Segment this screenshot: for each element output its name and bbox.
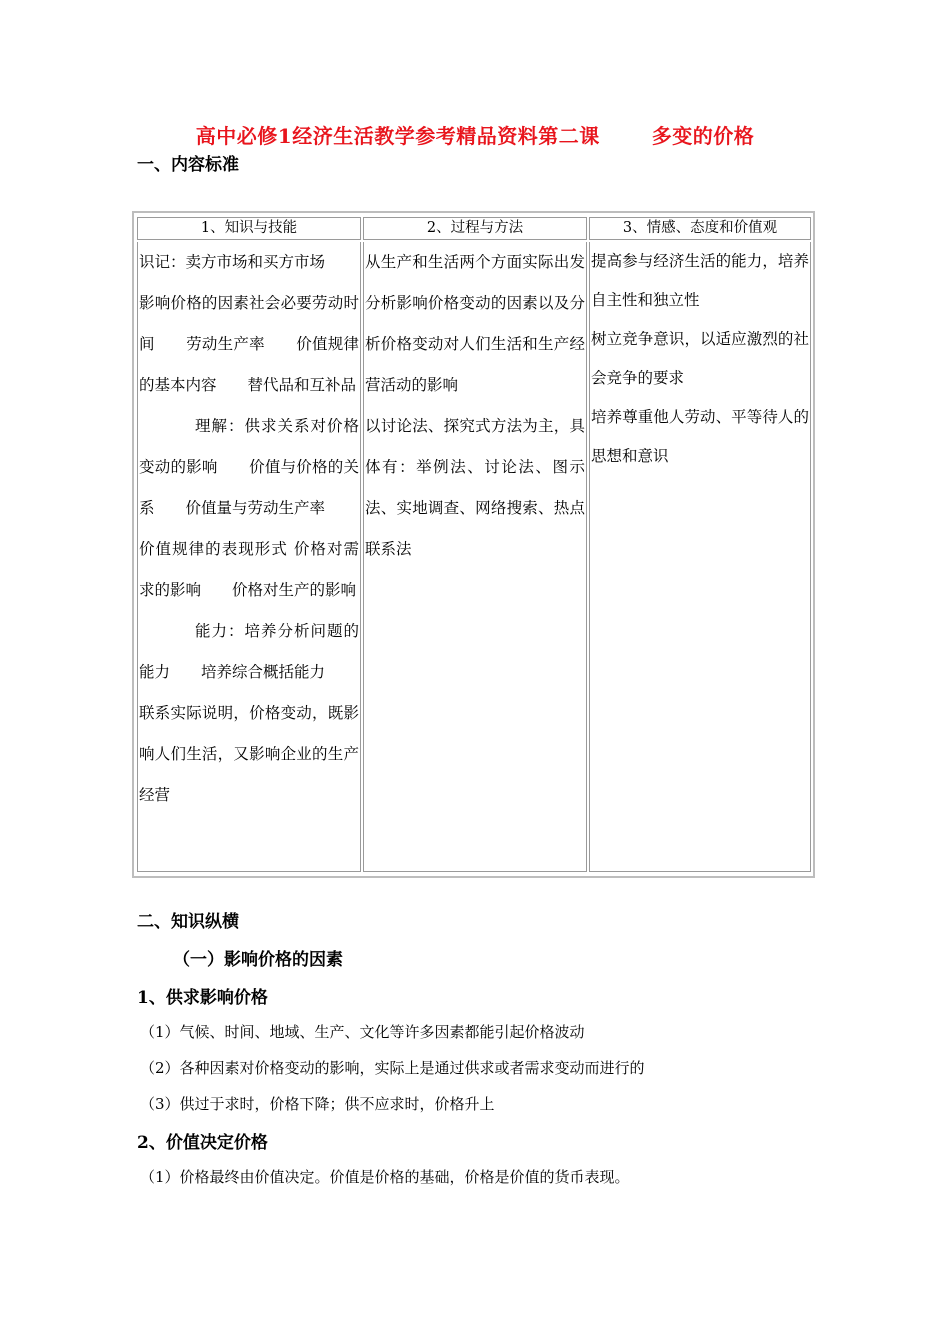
cell-line: 识记：卖方市场和买方市场 (139, 253, 326, 271)
content-standard-table (132, 211, 815, 878)
table-column-attitude (589, 217, 811, 872)
table-cell (137, 242, 361, 872)
cell-line: 培养尊重他人劳动、平等待人的思想和意识 (591, 408, 809, 465)
section1-heading: 一、内容标准 (137, 155, 239, 175)
section2-heading: 二、知识纵横 (137, 912, 239, 932)
cell-line: 理解：供求关系对价格变动的影响 价值与价格的关系 价值量与劳动生产率 (139, 417, 359, 517)
cell-line: 影响价格的因素社会必要劳动时间 劳动生产率 价值规律的基本内容 替代品和互补品 (139, 294, 359, 394)
title-sub: 多变的价格 (651, 124, 755, 148)
table-header-cell: 1、知识与技能 (137, 217, 361, 240)
point1-heading: 1、供求影响价格 (137, 988, 268, 1008)
table-cell (363, 242, 587, 872)
subsection1-heading: （一）影响价格的因素 (173, 950, 343, 970)
title-main: 高中必修1经济生活教学参考精品资料第二课 (195, 124, 600, 148)
table-column-process (363, 217, 587, 872)
table-cell (589, 242, 811, 872)
cell-line: 树立竞争意识，以适应激烈的社会竞争的要求 (591, 330, 809, 387)
cell-line: 以讨论法、探究式方法为主，具体有：举例法、讨论法、图示法、实地调查、网络搜索、热点联系法 (365, 417, 585, 558)
table-header-cell: 2、过程与方法 (363, 217, 587, 240)
point1-item: （2）各种因素对价格变动的影响，实际上是通过供求或者需求变动而进行的 (140, 1059, 645, 1077)
point1-item: （3）供过于求时，价格下降；供不应求时，价格升上 (140, 1095, 495, 1113)
cell-line: 价值规律的表现形式 价格对需求的影响 价格对生产的影响 (139, 540, 359, 599)
cell-line: 从生产和生活两个方面实际出发分析影响价格变动的因素以及分析价格变动对人们生活和生产经营活动的影响 (365, 253, 585, 394)
table-column-knowledge (137, 217, 361, 872)
cell-line: 能力：培养分析问题的能力 培养综合概括能力 (139, 622, 359, 681)
point2-heading: 2、价值决定价格 (137, 1133, 268, 1153)
document-title (0, 120, 950, 149)
point1-item: （1）气候、时间、地域、生产、文化等许多因素都能引起价格波动 (140, 1023, 585, 1041)
point2-item: （1）价格最终由价值决定。价值是价格的基础，价格是价值的货币表现。 (140, 1168, 630, 1186)
cell-line: 提高参与经济生活的能力，培养自主性和独立性 (591, 252, 809, 309)
cell-line: 联系实际说明，价格变动，既影响人们生活，又影响企业的生产经营 (139, 704, 359, 804)
table-header-cell: 3、情感、态度和价值观 (589, 217, 811, 240)
